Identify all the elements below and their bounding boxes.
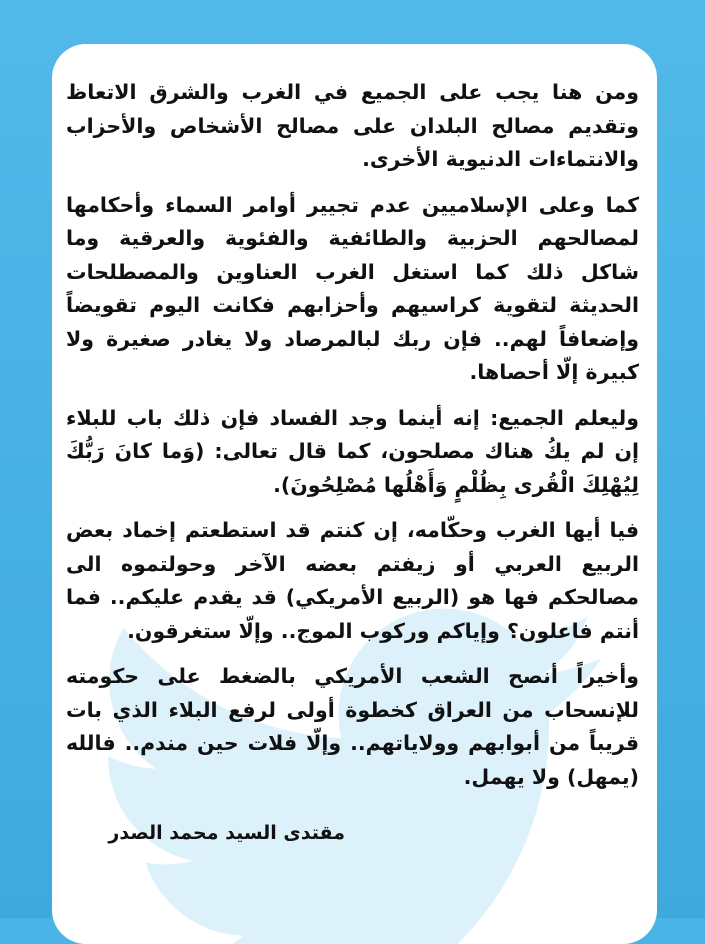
paragraph-5: وأخيراً أنصح الشعب الأمريكي بالضغط على حكومته للإنسحاب من العراق كخطوة أولى لرفع البلاء الذي بات قريباً من أبوابهم وولاياتهم.. وإلّا فلات حين مندم.. فالله (يمهل) ولا يهمل.: [66, 664, 639, 789]
paragraph-2: كما وعلى الإسلاميين عدم تجيير أوامر السماء وأحكامها لمصالحهم الحزبية والطائفية والفئوية والعرقية وما شاكل ذلك كما استغل الغرب العناوين والمصطلحات الحديثة لتقوية كراسيهم وأحزابهم فكانت اليوم تقويضاً وإضعافاً لهم.. فإن ربك لبالمرصاد ولا يغادر صغيرة ولا كبيرة إلّا أحصاها.: [66, 192, 639, 384]
letter-body: [66, 76, 639, 806]
letter-card: [52, 44, 657, 944]
paragraph-4: فيا أيها الغرب وحكّامه، إن كنتم قد استطعتم إخماد بعض الربيع العربي أو زيفتم بعضه الآخر وحولتموه الى مصالحكم فها هو (الربيع الأمريكي) قد يقدم عليكم.. فما أنتم فاعلون؟ وإياكم وركوب الموج.. وإلّا ستغرقون.: [66, 518, 639, 643]
paragraph-3: وليعلم الجميع: إنه أينما وجد الفساد فإن ذلك باب للبلاء إن لم يكُ هناك مصلحون، كما قال تعالى: (وَما كانَ رَبُّكَ لِيُهْلِكَ الْقُرى بِظُلْمٍ وَأَهْلُها مُصْلِحُونَ).: [66, 405, 639, 497]
signature: مقتدى السيد محمد الصدر: [108, 822, 345, 844]
paragraph-1: ومن هنا يجب على الجميع في الغرب والشرق الاتعاظ وتقديم مصالح البلدان على مصالح الأشخاص والأحزاب والانتماءات الدنيوية الأخرى.: [66, 80, 639, 171]
